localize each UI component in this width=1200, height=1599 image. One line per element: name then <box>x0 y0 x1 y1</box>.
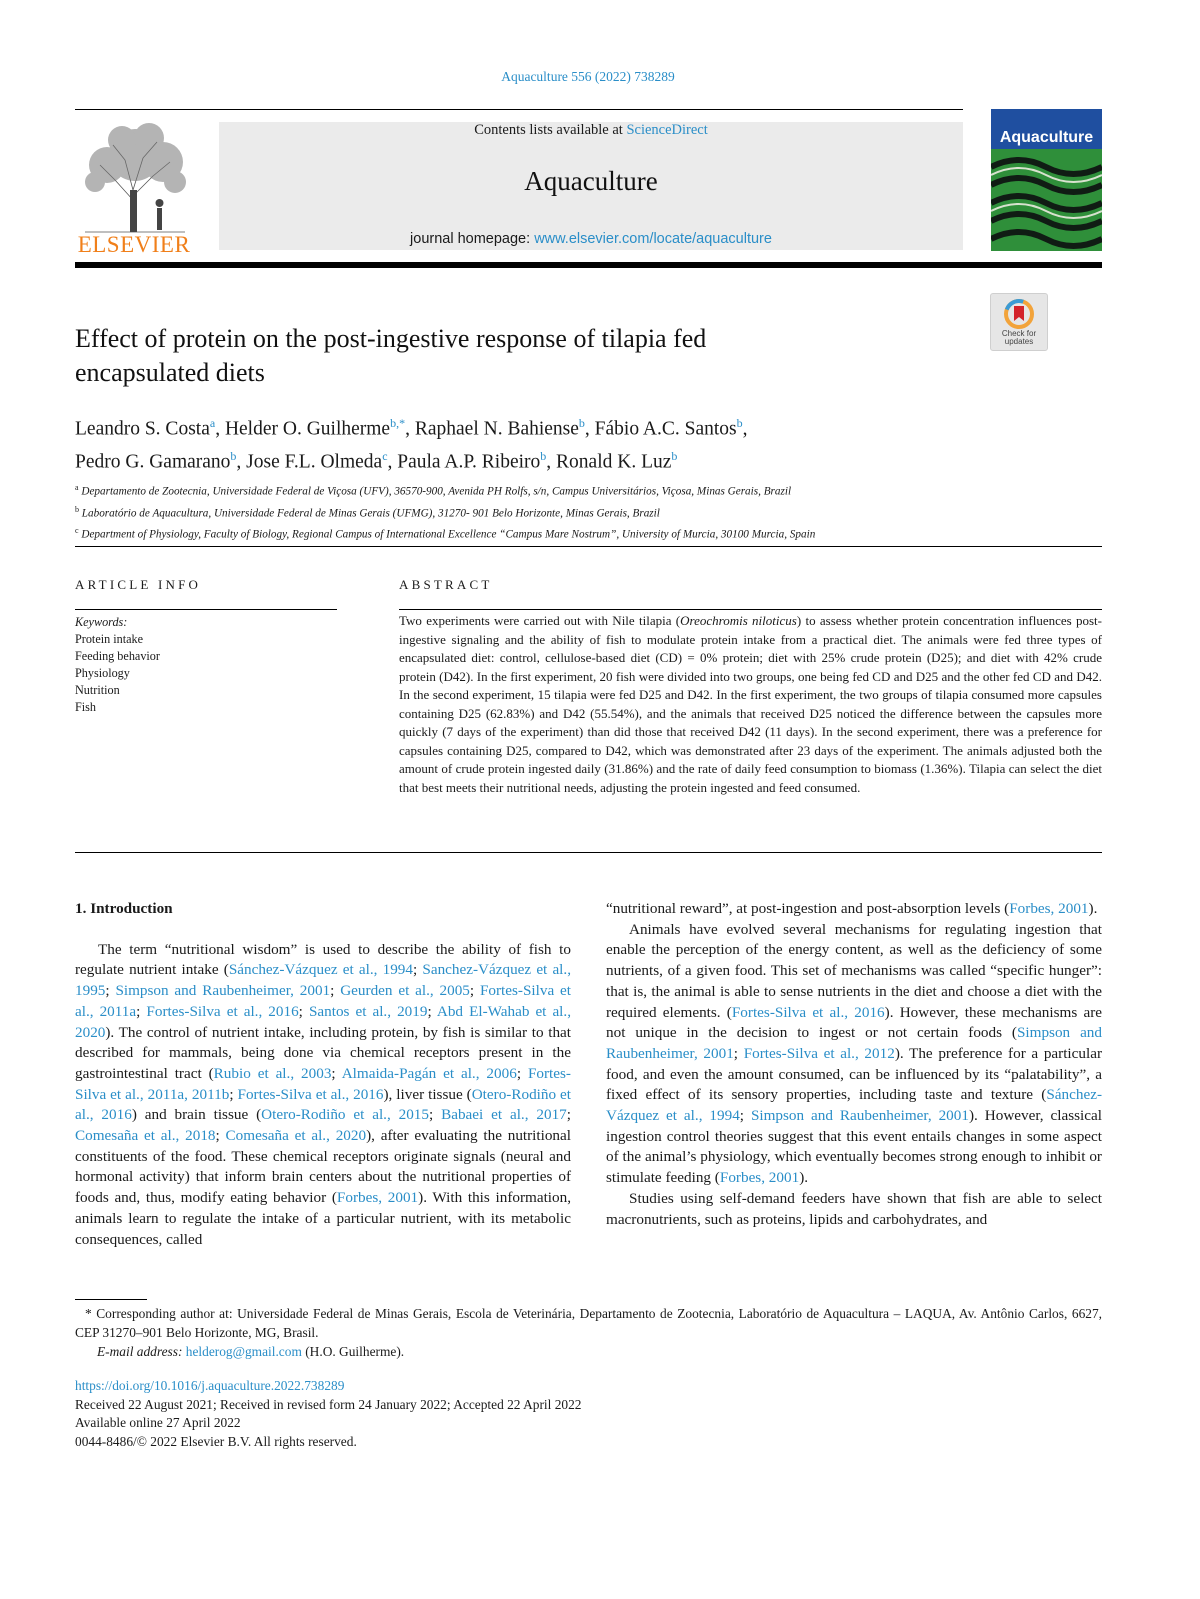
author-affiliation-mark[interactable]: b <box>736 416 743 430</box>
affiliation-mark: a <box>75 483 79 492</box>
paragraph-text: ), after evaluating the nutritional constituents of the food. These chemical receptors originate signals (neural and hormonal activity) that inform brain centers about the nutritional properties of foods and, thus, modify eating behavior ( <box>75 1127 571 1207</box>
paragraph-text: The term “nutritional wisdom” is used to describe the ability of fish to regulate nutrient intake ( <box>75 940 571 979</box>
publisher-wordmark: ELSEVIER <box>77 232 191 257</box>
author-affiliation-mark[interactable]: b <box>671 448 678 463</box>
paragraph-text: ) and brain tissue ( <box>131 1106 262 1124</box>
email-owner: (H.O. Guilherme). <box>305 1344 405 1359</box>
citation-link[interactable]: Simpson and Raubenheimer, 2001 <box>606 1024 1102 1062</box>
paragraph-text: ; <box>412 961 423 979</box>
author-name: Helder O. Guilherme <box>224 418 391 440</box>
author-name: Paula A.P. Ribeiro <box>397 451 541 472</box>
affiliation-bottom-rule <box>75 546 1102 547</box>
citation-link[interactable]: Fortes-Silva et al., 2016 <box>146 1002 299 1020</box>
affiliation-item <box>75 501 1115 523</box>
paragraph-text: ; <box>427 1002 437 1020</box>
homepage-prefix: journal homepage: <box>410 231 535 247</box>
citation-link[interactable]: Santos et al., 2019 <box>308 1002 428 1020</box>
paragraph-text: ; <box>331 1064 342 1082</box>
affiliation-text: Department of Physiology, Faculty of Biology, Regional Campus of International Excellence “Campus Mare Nostrum”, University of Murcia, 30100 Murcia, Spain <box>78 529 816 542</box>
citation-link[interactable]: Fortes-Silva et al., 2012 <box>743 1044 895 1062</box>
affiliation-item <box>75 479 1115 501</box>
affiliation-text: Laboratório de Aquacultura, Universidade Federal de Minas Gerais (UFMG), 31270- 901 Belo Horizonte, Minas Gerais, Brazil <box>79 507 660 520</box>
article-info-rule <box>75 609 337 610</box>
paragraph-text: ; <box>516 1064 528 1082</box>
footnote-separator <box>75 1299 147 1300</box>
citation-link[interactable]: Fortes-Silva et al., 2011a, 2011b <box>75 1064 571 1103</box>
citation-link[interactable]: Abd El-Wahab et al., 2020 <box>75 1002 571 1041</box>
corresponding-author-text: * Corresponding author at: Universidade Federal de Minas Gerais, Escola de Veterinária, Departamento de Zootecnia, Laboratório de Aquacultura – LAQUA, Av. Antônio Carlos, 6627, CEP 31270–901 Belo Horizonte, MG, Brasil. <box>75 1306 1102 1340</box>
paragraph-text: ). The control of nutrient intake, including protein, by fish is similar to that described for mammals, being done via chemical receptors present in the gastrointestinal tract ( <box>75 1023 571 1082</box>
journal-cover-image <box>991 109 1102 251</box>
author-affiliation-mark[interactable]: b <box>578 416 585 430</box>
paragraph-text: Studies using self-demand feeders have shown that fish are able to select macronutrients, such as proteins, lipids and carbohydrates, and <box>606 1189 1102 1228</box>
keyword-item: Nutrition <box>75 683 120 697</box>
crossmark-label-1: Check for <box>1001 329 1037 338</box>
cover-title: Aquaculture <box>999 129 1094 146</box>
keywords-label: Keywords: <box>75 615 128 629</box>
author-list <box>75 410 975 475</box>
abstract-rule <box>399 609 1102 610</box>
paragraph-text: Animals have evolved several mechanisms for regulating ingestion that enable the perception of the energy content, as well as the deficiency of some nutrients, of a given food. This set of mechanisms was called “specific hunger”: that is, the animal is able to sense nutrients in the diet and choose a diet with the required elements. ( <box>606 920 1102 1021</box>
email-label: E-mail address: <box>97 1344 183 1359</box>
abstract-text-part-1: Two experiments were carried out with Nile tilapia ( <box>399 613 681 628</box>
paragraph-text: ). <box>1088 900 1098 917</box>
keywords-list <box>75 631 337 716</box>
paragraph-text: ). However, these mechanisms are not unique in the decision to ingest or not certain foods ( <box>606 1003 1103 1042</box>
crossmark-icon <box>991 294 1047 350</box>
article-title: Effect of protein on the post-ingestive response of tilapia fed encapsulated diets <box>75 324 707 387</box>
paragraph-text: ). With this information, animals learn to regulate the intake of a particular nutrient, with its metabolic consequences, called <box>75 1189 571 1248</box>
check-for-updates-badge[interactable] <box>990 293 1048 351</box>
paragraph-text: ; <box>733 1044 744 1062</box>
author-name: Raphael N. Bahiense <box>414 418 579 440</box>
keyword-item: Protein intake <box>75 632 144 646</box>
available-online: Available online 27 April 2022 <box>75 1415 241 1430</box>
right-column <box>606 899 1102 1230</box>
author-affiliation-mark[interactable]: b <box>230 448 237 463</box>
journal-homepage <box>219 231 963 247</box>
citation-link[interactable]: Forbes, 2001 <box>1009 900 1089 917</box>
citation-link[interactable]: Rubio et al., 2003 <box>213 1064 332 1082</box>
publication-info <box>75 1377 775 1451</box>
abstract-text-part-2: ) to assess whether protein concentration influences post-ingestive signaling and the ability of fish to modulate protein intake from a practical diet. The animals were fed three types of encapsulated diet: control, cellulose-based diet (CD) = 0% protein; diet with 25% crude protein (D25); and diet with 42% crude protein (D42). In the first experiment, 20 fish were divided into two groups, one being fed CD and D25 and the other fed CD and D42. In the second experiment, 15 tilapia were fed D25 and D42. In the first experiment, the two groups of tilapia consumed more capsules containing D25 (62.83%) and D42 (55.54%), and the animals that received D25 noticed the difference between the capsules more quickly (7 days of the experiment) than did those that received D42 (11 days). In the second experiment, there was a preference for capsules containing D25, compared to D42, which was demonstrated after 23 days of the experiment. The animals adjusted both the amount of crude protein ingested daily (31.86%) and the rate of daily feed consumption to biomass (1.36%). Tilapia can select the diet that best meets their nutritional needs, adjusting the protein ingested and feed consumed. <box>399 613 1102 795</box>
citation-link[interactable]: Sánchez-Vázquez et al., 1994 <box>228 961 413 979</box>
introduction-continuation <box>606 899 1102 920</box>
paragraph-text: ; <box>105 982 116 1000</box>
species-name: Oreochromis niloticus <box>680 613 797 628</box>
email-link[interactable]: helderog@gmail.com <box>185 1344 302 1359</box>
contents-line <box>219 122 963 139</box>
header-thick-rule <box>75 262 1102 268</box>
author-line-1 <box>75 410 975 443</box>
citation-link[interactable]: Simpson and Raubenheimer, 2001 <box>750 1107 969 1125</box>
abstract-heading: ABSTRACT <box>399 577 493 592</box>
abstract-bottom-rule <box>75 852 1102 853</box>
affiliation-mark: b <box>75 504 79 514</box>
author-affiliation-mark[interactable]: b,* <box>390 416 406 430</box>
paragraph-text: ; <box>429 1106 442 1124</box>
sciencedirect-link[interactable]: ScienceDirect <box>626 122 708 138</box>
citation-link[interactable]: Otero-Rodiño et al., 2015 <box>261 1106 429 1124</box>
author-separator: , <box>546 451 557 472</box>
citation-link[interactable]: Fortes-Silva et al., 2016 <box>731 1003 885 1021</box>
contents-prefix: Contents lists available at <box>474 122 627 138</box>
keyword-item: Feeding behavior <box>75 649 160 663</box>
affiliation-item <box>75 522 1115 544</box>
author-affiliation-mark[interactable]: c <box>382 448 388 463</box>
email-line <box>75 1342 1102 1361</box>
citation-link[interactable]: Almaida-Pagán et al., 2006 <box>341 1064 517 1082</box>
doi-link[interactable]: https://doi.org/10.1016/j.aquaculture.2022.738289 <box>75 1378 345 1393</box>
paragraph-text: ), liver tissue ( <box>383 1085 472 1103</box>
author-name: Leandro S. Costa <box>75 418 210 440</box>
author-line-2 <box>75 443 975 476</box>
citation-link[interactable]: Forbes, 2001 <box>336 1189 419 1207</box>
paragraph-text: ; <box>229 1085 238 1103</box>
author-separator: , <box>236 451 247 472</box>
citation-link[interactable]: Forbes, 2001 <box>719 1169 800 1187</box>
paragraph-text: ). However, classical ingestion control theories suggest that this event entails changes in some aspect of the animal’s physiology, which eventually becomes strong enough to inhibit or stimulate feeding ( <box>606 1107 1102 1187</box>
received-dates: Received 22 August 2021; Received in revised form 24 January 2022; Accepted 22 April 2022 <box>75 1396 582 1412</box>
citation-link[interactable]: Simpson and Raubenheimer, 2001 <box>115 982 331 1000</box>
article-info-heading: ARTICLE INFO <box>75 577 202 592</box>
author-separator: , <box>387 451 398 472</box>
homepage-link[interactable]: www.elsevier.com/locate/aquaculture <box>534 231 772 247</box>
paragraph-text: ; <box>298 1002 309 1020</box>
affiliation-list <box>75 479 1115 544</box>
crossmark-label-2: updates <box>1004 337 1034 346</box>
paragraph-text: ; <box>739 1107 751 1125</box>
author-affiliation-mark[interactable]: a <box>209 416 216 430</box>
paragraph-text: ). <box>799 1169 809 1187</box>
author-name: Pedro G. Gamarano <box>75 451 231 472</box>
introduction-heading: 1. Introduction <box>75 900 173 917</box>
author-separator: , <box>405 418 415 440</box>
affiliation-mark: c <box>75 526 79 536</box>
citation-link[interactable]: Comesaña et al., 2018 <box>75 1127 216 1145</box>
paragraph-text: ; <box>215 1127 226 1145</box>
author-separator: , <box>215 418 225 440</box>
abstract-text <box>399 612 1102 797</box>
paragraph-text: ; <box>330 982 341 1000</box>
citation-link[interactable]: Fortes-Silva et al., 2011a <box>75 982 571 1020</box>
author-separator: , <box>742 418 748 440</box>
journal-name: Aquaculture <box>524 166 658 196</box>
corresponding-author-footnote <box>75 1304 1102 1361</box>
citation-link[interactable]: Sanchez-Vázquez et al., 1995 <box>75 961 571 1000</box>
affiliation-text: Departamento de Zootecnia, Universidade Federal de Viçosa (UFV), 36570-900, Avenida PH Rolfs, s/n, Campus Universitários, Viçosa, Minas Gerais, Brazil <box>78 485 792 498</box>
author-affiliation-mark[interactable]: b <box>540 448 547 463</box>
citation-link[interactable]: Babaei et al., 2017 <box>441 1106 567 1124</box>
citation-link[interactable]: Geurden et al., 2005 <box>340 982 470 1000</box>
citation-link[interactable]: Comesaña et al., 2020 <box>225 1127 367 1145</box>
author-separator: , <box>584 418 595 440</box>
keyword-item: Fish <box>75 700 97 714</box>
paragraph-text: ; <box>566 1106 571 1124</box>
paragraph-text: ). The preference for a particular food, and even the amount consumed, can be influenced by its “palatability”, a fixed effect of its sensory properties, including taste and texture ( <box>606 1044 1103 1104</box>
paragraph-text: “nutritional reward”, at post-ingestion and post-absorption levels ( <box>606 900 1010 917</box>
introduction-paragraph-1 <box>75 940 571 1251</box>
author-name: Ronald K. Luz <box>556 451 672 472</box>
citation-link[interactable]: Sánchez-Vázquez et al., 1994 <box>606 1086 1102 1125</box>
paragraph-text: ; <box>136 1002 147 1020</box>
author-name: Fábio A.C. Santos <box>594 418 737 440</box>
introduction-paragraph-2 <box>606 920 1102 1189</box>
paragraph-text: ; <box>469 982 480 1000</box>
citation-link[interactable]: Otero-Rodiño et al., 2016 <box>75 1085 571 1124</box>
keywords-block <box>75 614 337 716</box>
left-column <box>75 899 571 1250</box>
keyword-item: Physiology <box>75 666 130 680</box>
citation-link[interactable]: Fortes-Silva et al., 2016 <box>237 1085 384 1103</box>
journal-reference-link[interactable]: Aquaculture 556 (2022) 738289 <box>501 69 675 84</box>
copyright: 0044-8486/© 2022 Elsevier B.V. All rights reserved. <box>75 1433 357 1449</box>
introduction-paragraph-3 <box>606 1189 1102 1230</box>
header-top-rule <box>75 109 963 110</box>
author-name: Jose F.L. Olmeda <box>246 451 383 472</box>
